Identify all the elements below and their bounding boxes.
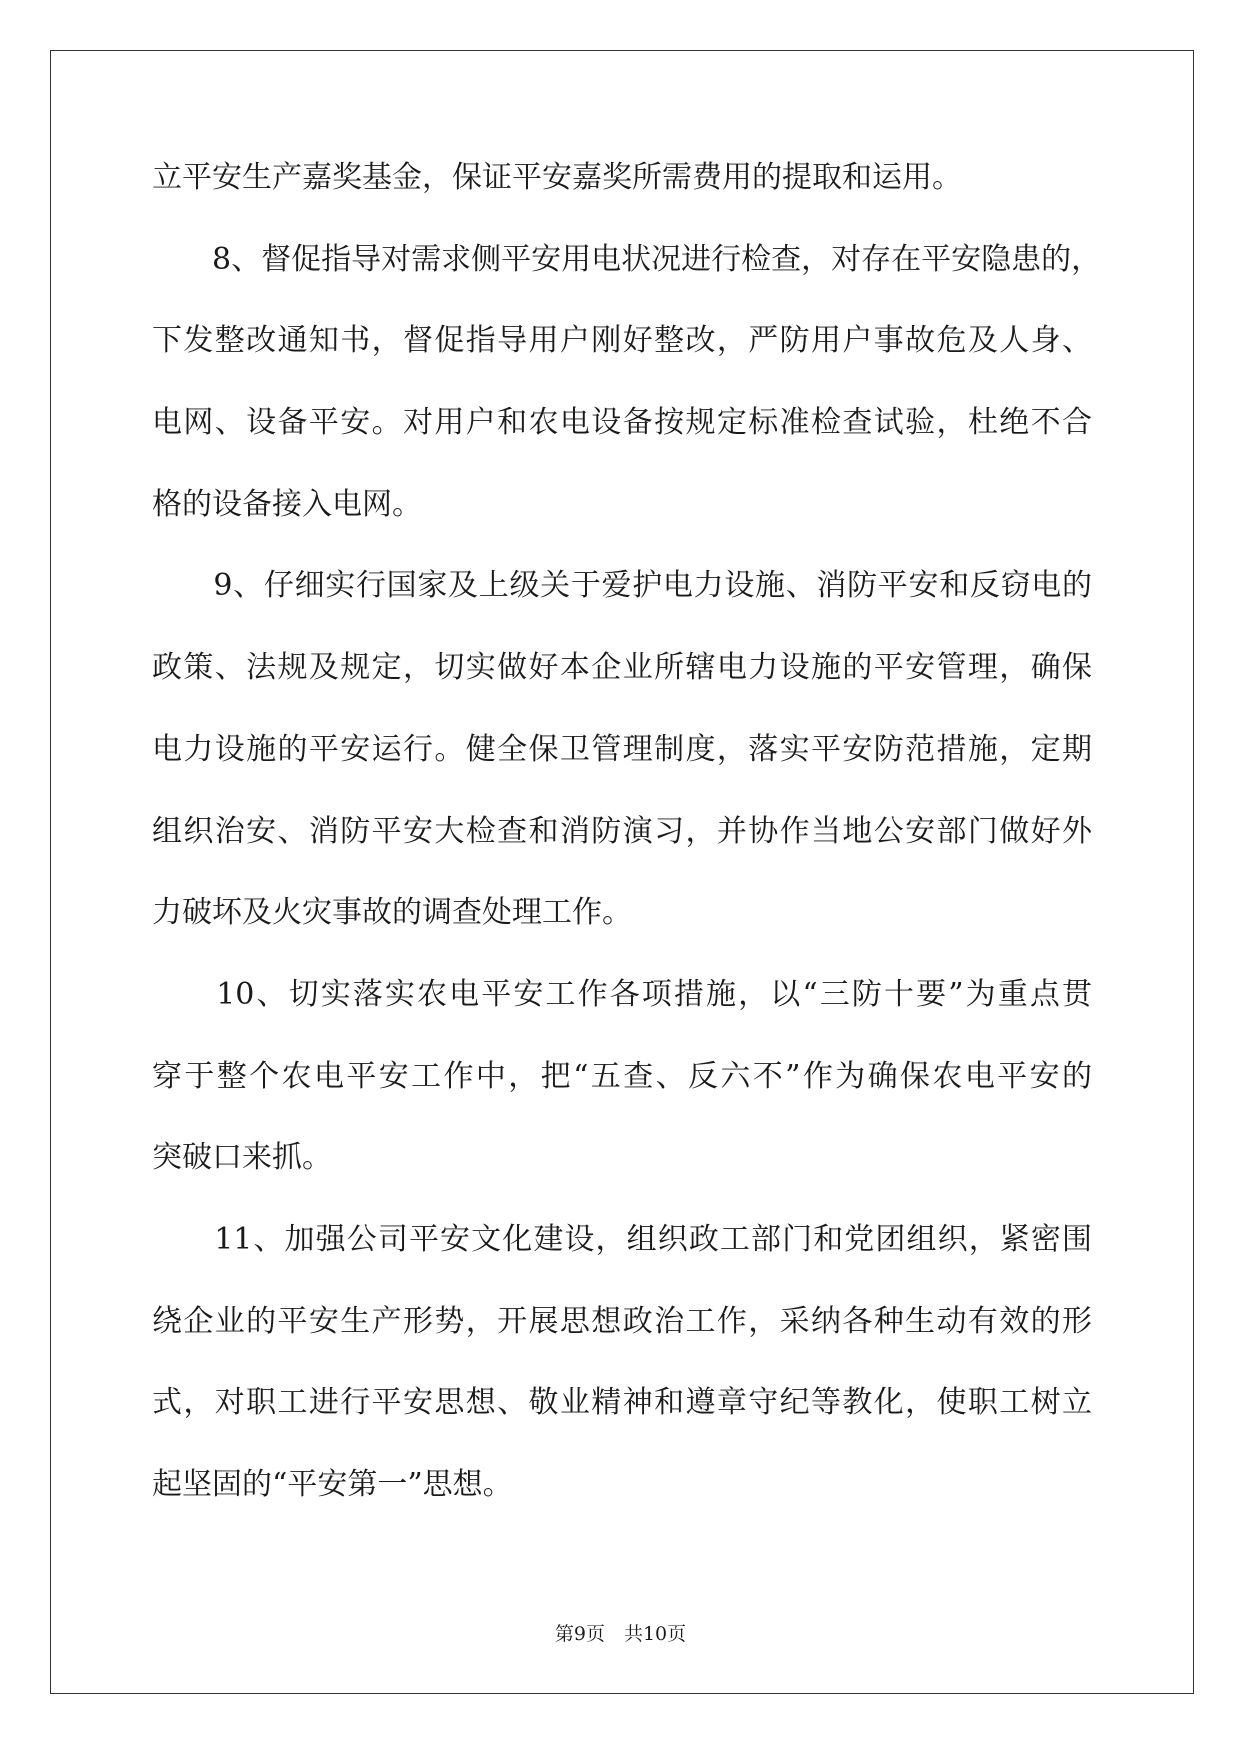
text-line: 式，对职工进行平安思想、敬业精神和遵章守纪等教化，使职工树立 — [152, 1385, 1092, 1421]
text-line: 8、督促指导对需求侧平安用电状况进行检查，对存在平安隐患的， — [152, 241, 1102, 277]
text-line: 10、切实落实农电平安工作各项措施，以“三防十要”为重点贯 — [152, 976, 1092, 1012]
text-line: 电网、设备平安。对用户和农电设备按规定标准检查试验，杜绝不合 — [152, 405, 1092, 441]
text-line: 9、仔细实行国家及上级关于爱护电力设施、消防平安和反窃电的 — [152, 568, 1092, 604]
text-line: 力破坏及火灾事故的调查处理工作。 — [152, 895, 632, 931]
text-line: 下发整改通知书，督促指导用户刚好整改，严防用户事故危及人身、 — [152, 323, 1092, 359]
text-line: 绕企业的平安生产形势，开展思想政治工作，采纳各种生动有效的形 — [152, 1303, 1092, 1339]
text-line: 立平安生产嘉奖基金，保证平安嘉奖所需费用的提取和运用。 — [152, 160, 962, 195]
page-number-footer: 第9页 共10页 — [554, 1623, 687, 1645]
text-line: 起坚固的“平安第一”思想。 — [152, 1467, 513, 1502]
text-line: 组织治安、消防平安大检查和消防演习，并协作当地公安部门做好外 — [152, 813, 1092, 849]
text-line: 11、加强公司平安文化建设，组织政工部门和党团组织，紧密围 — [152, 1221, 1092, 1257]
document-body — [152, 160, 1102, 1549]
text-line: 格的设备接入电网。 — [152, 486, 422, 522]
text-line: 穿于整个农电平安工作中，把“五查、反六不”作为确保农电平安的 — [152, 1058, 1092, 1094]
text-line: 电力设施的平安运行。健全保卫管理制度，落实平安防范措施，定期 — [152, 731, 1092, 767]
text-line: 政策、法规及规定，切实做好本企业所辖电力设施的平安管理，确保 — [152, 650, 1092, 686]
text-line: 突破口来抓。 — [152, 1140, 332, 1176]
